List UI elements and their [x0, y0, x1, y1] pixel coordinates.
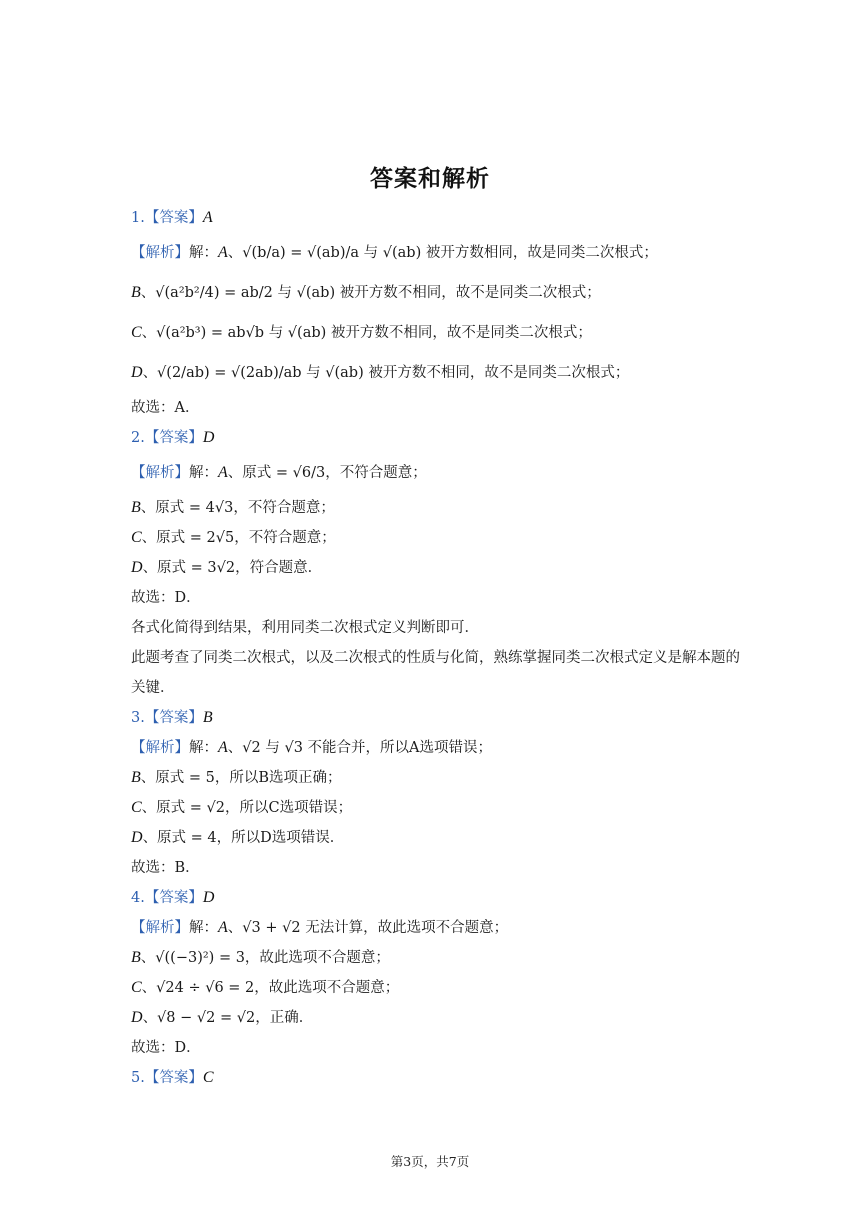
option-letter: C: [131, 324, 142, 341]
analysis-text: 、原式 = √6/3，不符合题意；: [227, 465, 427, 481]
solution-prefix: 解：: [189, 740, 218, 756]
comment-line: 此题考查了同类二次根式，以及二次根式的性质与化简，熟练掌握同类二次根式定义是解本题的关键．: [131, 650, 740, 696]
analysis-text: 、√2 与 √3 不能合并，所以A选项错误；: [227, 740, 493, 756]
question-number: 3.: [131, 710, 145, 726]
option-letter: C: [131, 799, 142, 816]
option-letter: B: [131, 284, 141, 301]
analysis-line: [131, 493, 751, 523]
answer-value: B: [202, 709, 213, 726]
option-letter: A: [218, 919, 228, 936]
analysis-text: 、√(a²b³) = ab√b 与 √(ab) 被开方数不相同，故不是同类二次根式；: [141, 325, 592, 341]
solution-prefix: 解：: [189, 920, 218, 936]
analysis-line: [131, 353, 751, 393]
analysis-text: 、√((−3)²) = 3，故此选项不合题意；: [140, 950, 390, 966]
option-letter: C: [131, 979, 142, 996]
option-letter: B: [131, 949, 141, 966]
conclusion-line: 故选：D．: [131, 1040, 201, 1056]
conclusion-line: 故选：A．: [131, 400, 200, 416]
analysis-text: 、原式 = √2，所以C选项错误；: [141, 800, 353, 816]
option-letter: D: [131, 829, 143, 846]
page-title: 答案和解析: [370, 166, 490, 192]
solution-prefix: 解：: [189, 465, 218, 481]
option-letter: D: [131, 364, 143, 381]
analysis-line: [131, 913, 751, 943]
question-number: 5.: [131, 1070, 145, 1086]
analysis-line: [131, 453, 751, 493]
analysis-line: [131, 793, 751, 823]
analysis-line: [131, 523, 751, 553]
answer-tag: 【答案】: [144, 890, 203, 906]
analysis-text: 、原式 = 3√2，符合题意．: [142, 560, 323, 576]
question-number: 4.: [131, 890, 145, 906]
solution-prefix: 解：: [189, 245, 218, 261]
option-letter: A: [218, 464, 228, 481]
analysis-tag: 【解析】: [131, 465, 189, 481]
option-letter: B: [131, 769, 141, 786]
option-letter: B: [131, 499, 141, 516]
answer-line-q1: [131, 203, 751, 233]
conclusion-line: 故选：B．: [131, 860, 200, 876]
conclusion-line: 故选：D．: [131, 590, 201, 606]
analysis-tag: 【解析】: [131, 920, 189, 936]
question-number: 2.: [131, 430, 145, 446]
analysis-line: [131, 1003, 751, 1033]
analysis-line: [131, 273, 751, 313]
analysis-text: 、原式 = 4，所以D选项错误．: [142, 830, 345, 846]
analysis-text: 、√8 − √2 = √2，正确．: [142, 1010, 314, 1026]
answer-value: C: [202, 1069, 214, 1086]
answer-line-q4: [131, 883, 751, 913]
answer-content: [131, 203, 751, 1093]
analysis-line: [131, 233, 751, 273]
option-letter: A: [218, 244, 228, 261]
analysis-text: 、√(2/ab) = √(2ab)/ab 与 √(ab) 被开方数不相同，故不是同类二次根式；: [142, 365, 630, 381]
answer-tag: 【答案】: [144, 710, 203, 726]
analysis-line: [131, 973, 751, 1003]
answer-value: D: [202, 429, 215, 446]
answer-tag: 【答案】: [144, 1070, 203, 1086]
answer-value: D: [202, 889, 215, 906]
analysis-tag: 【解析】: [131, 740, 189, 756]
method-line: 各式化简得到结果，利用同类二次根式定义判断即可．: [131, 620, 479, 636]
analysis-line: [131, 313, 751, 353]
answer-value: A: [202, 209, 213, 226]
analysis-line: [131, 553, 751, 583]
page-footer: 第3页，共7页: [390, 1154, 470, 1169]
analysis-text: 、√3 + √2 无法计算，故此选项不合题意；: [227, 920, 509, 936]
answer-line-q5: [131, 1063, 751, 1093]
analysis-text: 、√(b/a) = √(ab)/a 与 √(ab) 被开方数相同，故是同类二次根式；: [227, 245, 658, 261]
option-letter: C: [131, 529, 142, 546]
analysis-line: [131, 733, 751, 763]
analysis-line: [131, 943, 751, 973]
answer-line-q3: [131, 703, 751, 733]
analysis-line: [131, 763, 751, 793]
analysis-text: 、√(a²b²/4) = ab/2 与 √(ab) 被开方数不相同，故不是同类二次根式；: [140, 285, 601, 301]
analysis-tag: 【解析】: [131, 245, 189, 261]
answer-tag: 【答案】: [144, 430, 203, 446]
option-letter: A: [218, 739, 228, 756]
answer-tag: 【答案】: [144, 210, 203, 226]
analysis-text: 、√24 ÷ √6 = 2，故此选项不合题意；: [141, 980, 400, 996]
analysis-text: 、原式 = 2√5，不符合题意；: [141, 530, 336, 546]
option-letter: D: [131, 559, 143, 576]
answer-line-q2: [131, 423, 751, 453]
analysis-text: 、原式 = 4√3，不符合题意；: [140, 500, 335, 516]
option-letter: D: [131, 1009, 143, 1026]
analysis-line: [131, 823, 751, 853]
analysis-text: 、原式 = 5，所以B选项正确；: [140, 770, 342, 786]
question-number: 1.: [131, 210, 145, 226]
